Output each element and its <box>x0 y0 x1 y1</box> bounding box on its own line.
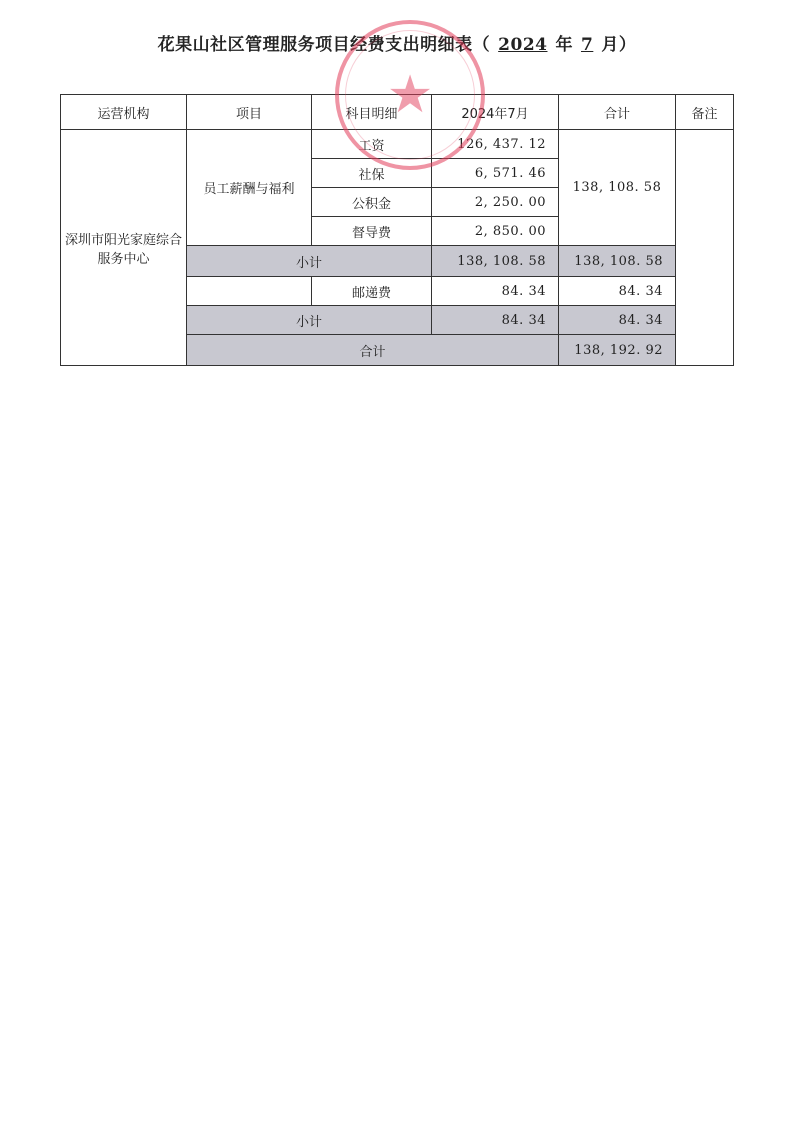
title-month-unit: 月 <box>601 35 619 55</box>
header-org: 运营机构 <box>61 95 187 130</box>
amount-cell: 126, 437. 12 <box>432 130 559 159</box>
title-year: 2024 <box>498 35 548 55</box>
amount-cell: 84. 34 <box>432 277 559 306</box>
project-cell: 员工薪酬与福利 <box>187 130 312 246</box>
org-name-cell: 深圳市阳光家庭综合服务中心 <box>61 130 187 366</box>
item-cell: 公积金 <box>312 188 432 217</box>
title-year-unit: 年 <box>555 35 573 55</box>
grand-total-label: 合计 <box>187 335 559 366</box>
project-cell <box>187 277 312 306</box>
item-cell: 督导费 <box>312 217 432 246</box>
subtotal-total: 84. 34 <box>559 306 676 335</box>
title-main: 花果山社区管理服务项目经费支出明细表（ <box>157 35 491 55</box>
document-title <box>0 30 794 55</box>
header-row <box>61 95 734 130</box>
row-total-cell: 84. 34 <box>559 277 676 306</box>
header-detail: 科目明细 <box>312 95 432 130</box>
table-row <box>61 130 734 159</box>
remark-cell <box>676 130 734 366</box>
subtotal-total: 138, 108. 58 <box>559 246 676 277</box>
subtotal-amount: 84. 34 <box>432 306 559 335</box>
item-cell: 邮递费 <box>312 277 432 306</box>
header-period: 2024年7月 <box>432 95 559 130</box>
subtotal-label: 小计 <box>187 306 432 335</box>
grand-total-amount: 138, 192. 92 <box>559 335 676 366</box>
amount-cell: 6, 571. 46 <box>432 159 559 188</box>
amount-cell: 2, 250. 00 <box>432 188 559 217</box>
header-total: 合计 <box>559 95 676 130</box>
subtotal-label: 小计 <box>187 246 432 277</box>
group-total-cell: 138, 108. 58 <box>559 130 676 246</box>
item-cell: 工资 <box>312 130 432 159</box>
header-remark: 备注 <box>676 95 734 130</box>
title-month: 7 <box>580 35 594 55</box>
star-icon: ★ <box>386 65 434 125</box>
subtotal-amount: 138, 108. 58 <box>432 246 559 277</box>
amount-cell: 2, 850. 00 <box>432 217 559 246</box>
header-project: 项目 <box>187 95 312 130</box>
expense-table <box>60 94 734 366</box>
title-close: ） <box>618 35 637 55</box>
item-cell: 社保 <box>312 159 432 188</box>
